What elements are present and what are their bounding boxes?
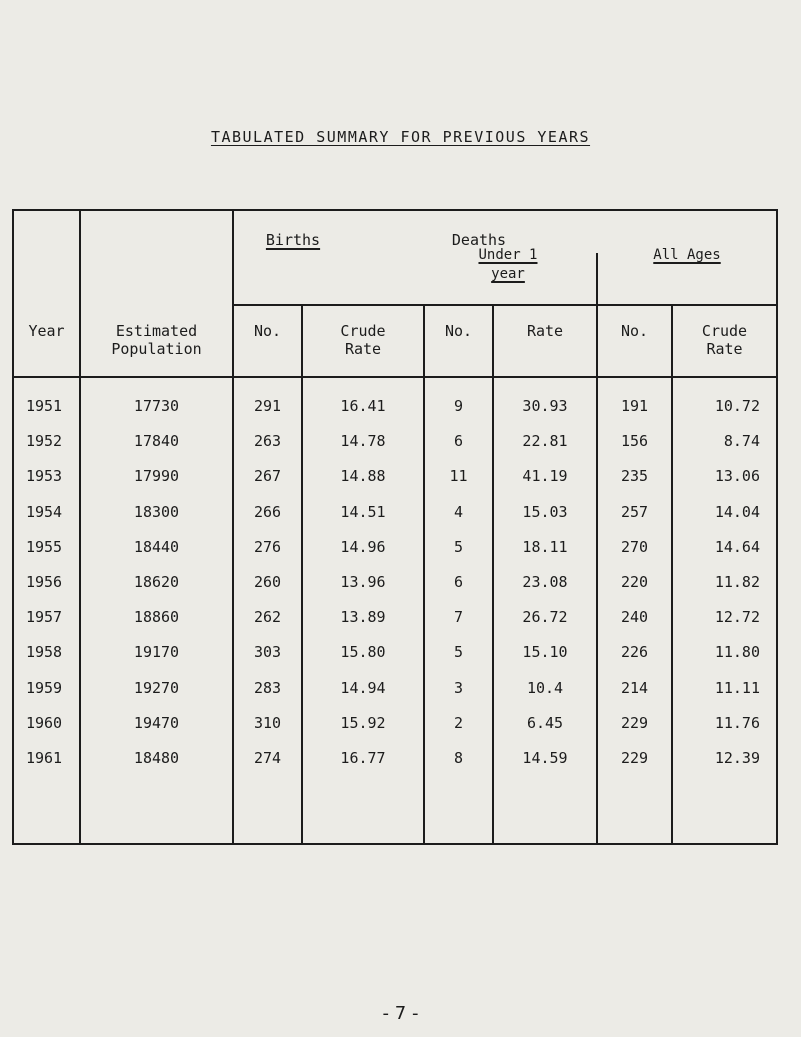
- births-rate-header-line2: Rate: [344, 340, 382, 358]
- births-rate-header-line1: Crude: [340, 322, 386, 340]
- population-cell: 19470: [133, 713, 180, 732]
- births-rate-cell: 15.80: [340, 643, 386, 662]
- all-ages-header: All Ages: [653, 247, 721, 263]
- population-cell: 19170: [133, 643, 180, 662]
- under1-rate-cell: 41.19: [522, 467, 568, 486]
- year-cell: 1960: [25, 713, 63, 732]
- all-no-cell: 229: [620, 749, 649, 767]
- under1-rate-cell: 10.4: [526, 678, 564, 697]
- births-rate-cell: 14.51: [340, 502, 386, 521]
- all-rate-cell: 14.04: [714, 502, 760, 521]
- under1-rate-cell: 15.03: [522, 502, 568, 521]
- page-number: - 7 -: [382, 1003, 419, 1024]
- population-cell: 18860: [133, 608, 180, 627]
- under1-rate-cell: 14.59: [522, 749, 568, 767]
- births-rate-cell: 14.88: [340, 467, 386, 486]
- all-no-cell: 257: [620, 502, 649, 521]
- under1-no-cell: 6: [453, 573, 464, 591]
- deaths-header: Deaths: [451, 231, 507, 249]
- under1-header-line1: Under 1: [478, 247, 538, 263]
- summary-table: [12, 209, 778, 845]
- population-cell: 18620: [133, 573, 180, 591]
- population-cell: 17990: [133, 467, 180, 486]
- under1-no-cell: 4: [453, 502, 464, 521]
- all-no-cell: 270: [620, 537, 649, 556]
- births-rate-cell: 14.94: [340, 678, 386, 697]
- population-cell: 18480: [133, 749, 180, 767]
- population-header-line2: Population: [111, 340, 202, 358]
- all-rate-header-line1: Crude: [701, 322, 748, 340]
- all-no-cell: 220: [620, 573, 649, 591]
- births-no-cell: 267: [253, 467, 282, 486]
- year-header: Year: [28, 322, 65, 340]
- births-no-cell: 310: [253, 713, 282, 732]
- year-cell: 1951: [25, 397, 63, 415]
- table-top-border: [12, 209, 778, 211]
- births-rate-cell: 16.77: [340, 749, 386, 767]
- year-cell: 1961: [25, 749, 63, 767]
- births-no-cell: 266: [253, 502, 282, 521]
- year-cell: 1955: [25, 537, 63, 556]
- under1-no-cell: 3: [453, 678, 464, 697]
- under1-rate-cell: 15.10: [522, 643, 568, 662]
- births-no-cell: 303: [253, 643, 282, 662]
- births-no-cell: 283: [253, 678, 282, 697]
- under1-rate-cell: 6.45: [526, 713, 564, 732]
- population-cell: 18300: [133, 502, 180, 521]
- births-no-cell: 263: [253, 432, 282, 451]
- all-no-cell: 240: [620, 608, 649, 627]
- under1-rate-cell: 30.93: [522, 397, 568, 415]
- under1-no-cell: 5: [453, 643, 464, 662]
- year-cell: 1957: [25, 608, 63, 627]
- all-no-cell: 235: [620, 467, 649, 486]
- under1-rate-header: Rate: [526, 322, 564, 340]
- year-cell: 1954: [25, 502, 63, 521]
- population-cell: 19270: [133, 678, 180, 697]
- births-rate-cell: 14.96: [340, 537, 386, 556]
- all-rate-cell: 12.72: [714, 608, 760, 627]
- births-no-cell: 291: [253, 397, 282, 415]
- births-rate-cell: 13.96: [340, 573, 386, 591]
- under1-no-cell: 9: [453, 397, 464, 415]
- births-no-header: No.: [253, 322, 282, 340]
- page-title: TABULATED SUMMARY FOR PREVIOUS YEARS: [210, 128, 591, 146]
- population-cell: 18440: [133, 537, 180, 556]
- table-bottom-border: [12, 843, 778, 845]
- births-rate-cell: 16.41: [340, 397, 386, 415]
- under1-rate-cell: 26.72: [522, 608, 568, 627]
- all-rate-cell: 11.11: [714, 678, 760, 697]
- births-no-cell: 262: [253, 608, 282, 627]
- births-no-cell: 274: [253, 749, 282, 767]
- all-no-cell: 214: [620, 678, 649, 697]
- subheader-rule: [232, 304, 778, 306]
- population-cell: 17730: [133, 397, 180, 415]
- all-no-cell: 191: [620, 397, 649, 415]
- population-cell: 17840: [133, 432, 180, 451]
- all-rate-cell: 11.80: [714, 643, 760, 662]
- under1-rate-cell: 22.81: [522, 432, 568, 451]
- all-rate-header-line2: Rate: [706, 340, 743, 358]
- all-no-header: No.: [620, 322, 649, 340]
- all-no-cell: 156: [620, 432, 649, 451]
- all-no-cell: 226: [620, 643, 649, 662]
- year-cell: 1959: [25, 678, 63, 697]
- all-no-cell: 229: [620, 713, 649, 732]
- header-bottom-rule: [12, 376, 778, 378]
- all-rate-cell: 13.06: [714, 467, 760, 486]
- under1-no-cell: 11: [449, 467, 468, 486]
- all-rate-cell: 10.72: [714, 397, 760, 415]
- under1-rate-cell: 23.08: [522, 573, 568, 591]
- under1-no-cell: 5: [453, 537, 464, 556]
- year-cell: 1953: [25, 467, 63, 486]
- all-rate-cell: 14.64: [714, 537, 760, 556]
- all-rate-cell: 8.74: [723, 432, 760, 451]
- year-cell: 1952: [25, 432, 63, 451]
- births-rate-cell: 13.89: [340, 608, 386, 627]
- births-no-cell: 260: [253, 573, 282, 591]
- births-rate-cell: 15.92: [340, 713, 386, 732]
- births-header: Births: [265, 231, 321, 249]
- year-cell: 1958: [25, 643, 63, 662]
- under1-no-cell: 2: [453, 713, 464, 732]
- all-rate-cell: 11.76: [714, 713, 760, 732]
- under1-header-line2: year: [491, 266, 525, 282]
- year-cell: 1956: [25, 573, 63, 591]
- under1-no-cell: 6: [453, 432, 464, 451]
- births-rate-cell: 14.78: [340, 432, 386, 451]
- under1-no-header: No.: [444, 322, 473, 340]
- all-rate-cell: 11.82: [714, 573, 760, 591]
- population-header-line1: Estimated: [115, 322, 198, 340]
- all-rate-cell: 12.39: [714, 749, 760, 767]
- under1-no-cell: 7: [453, 608, 464, 627]
- under1-no-cell: 8: [453, 749, 464, 767]
- births-no-cell: 276: [253, 537, 282, 556]
- under1-rate-cell: 18.11: [522, 537, 568, 556]
